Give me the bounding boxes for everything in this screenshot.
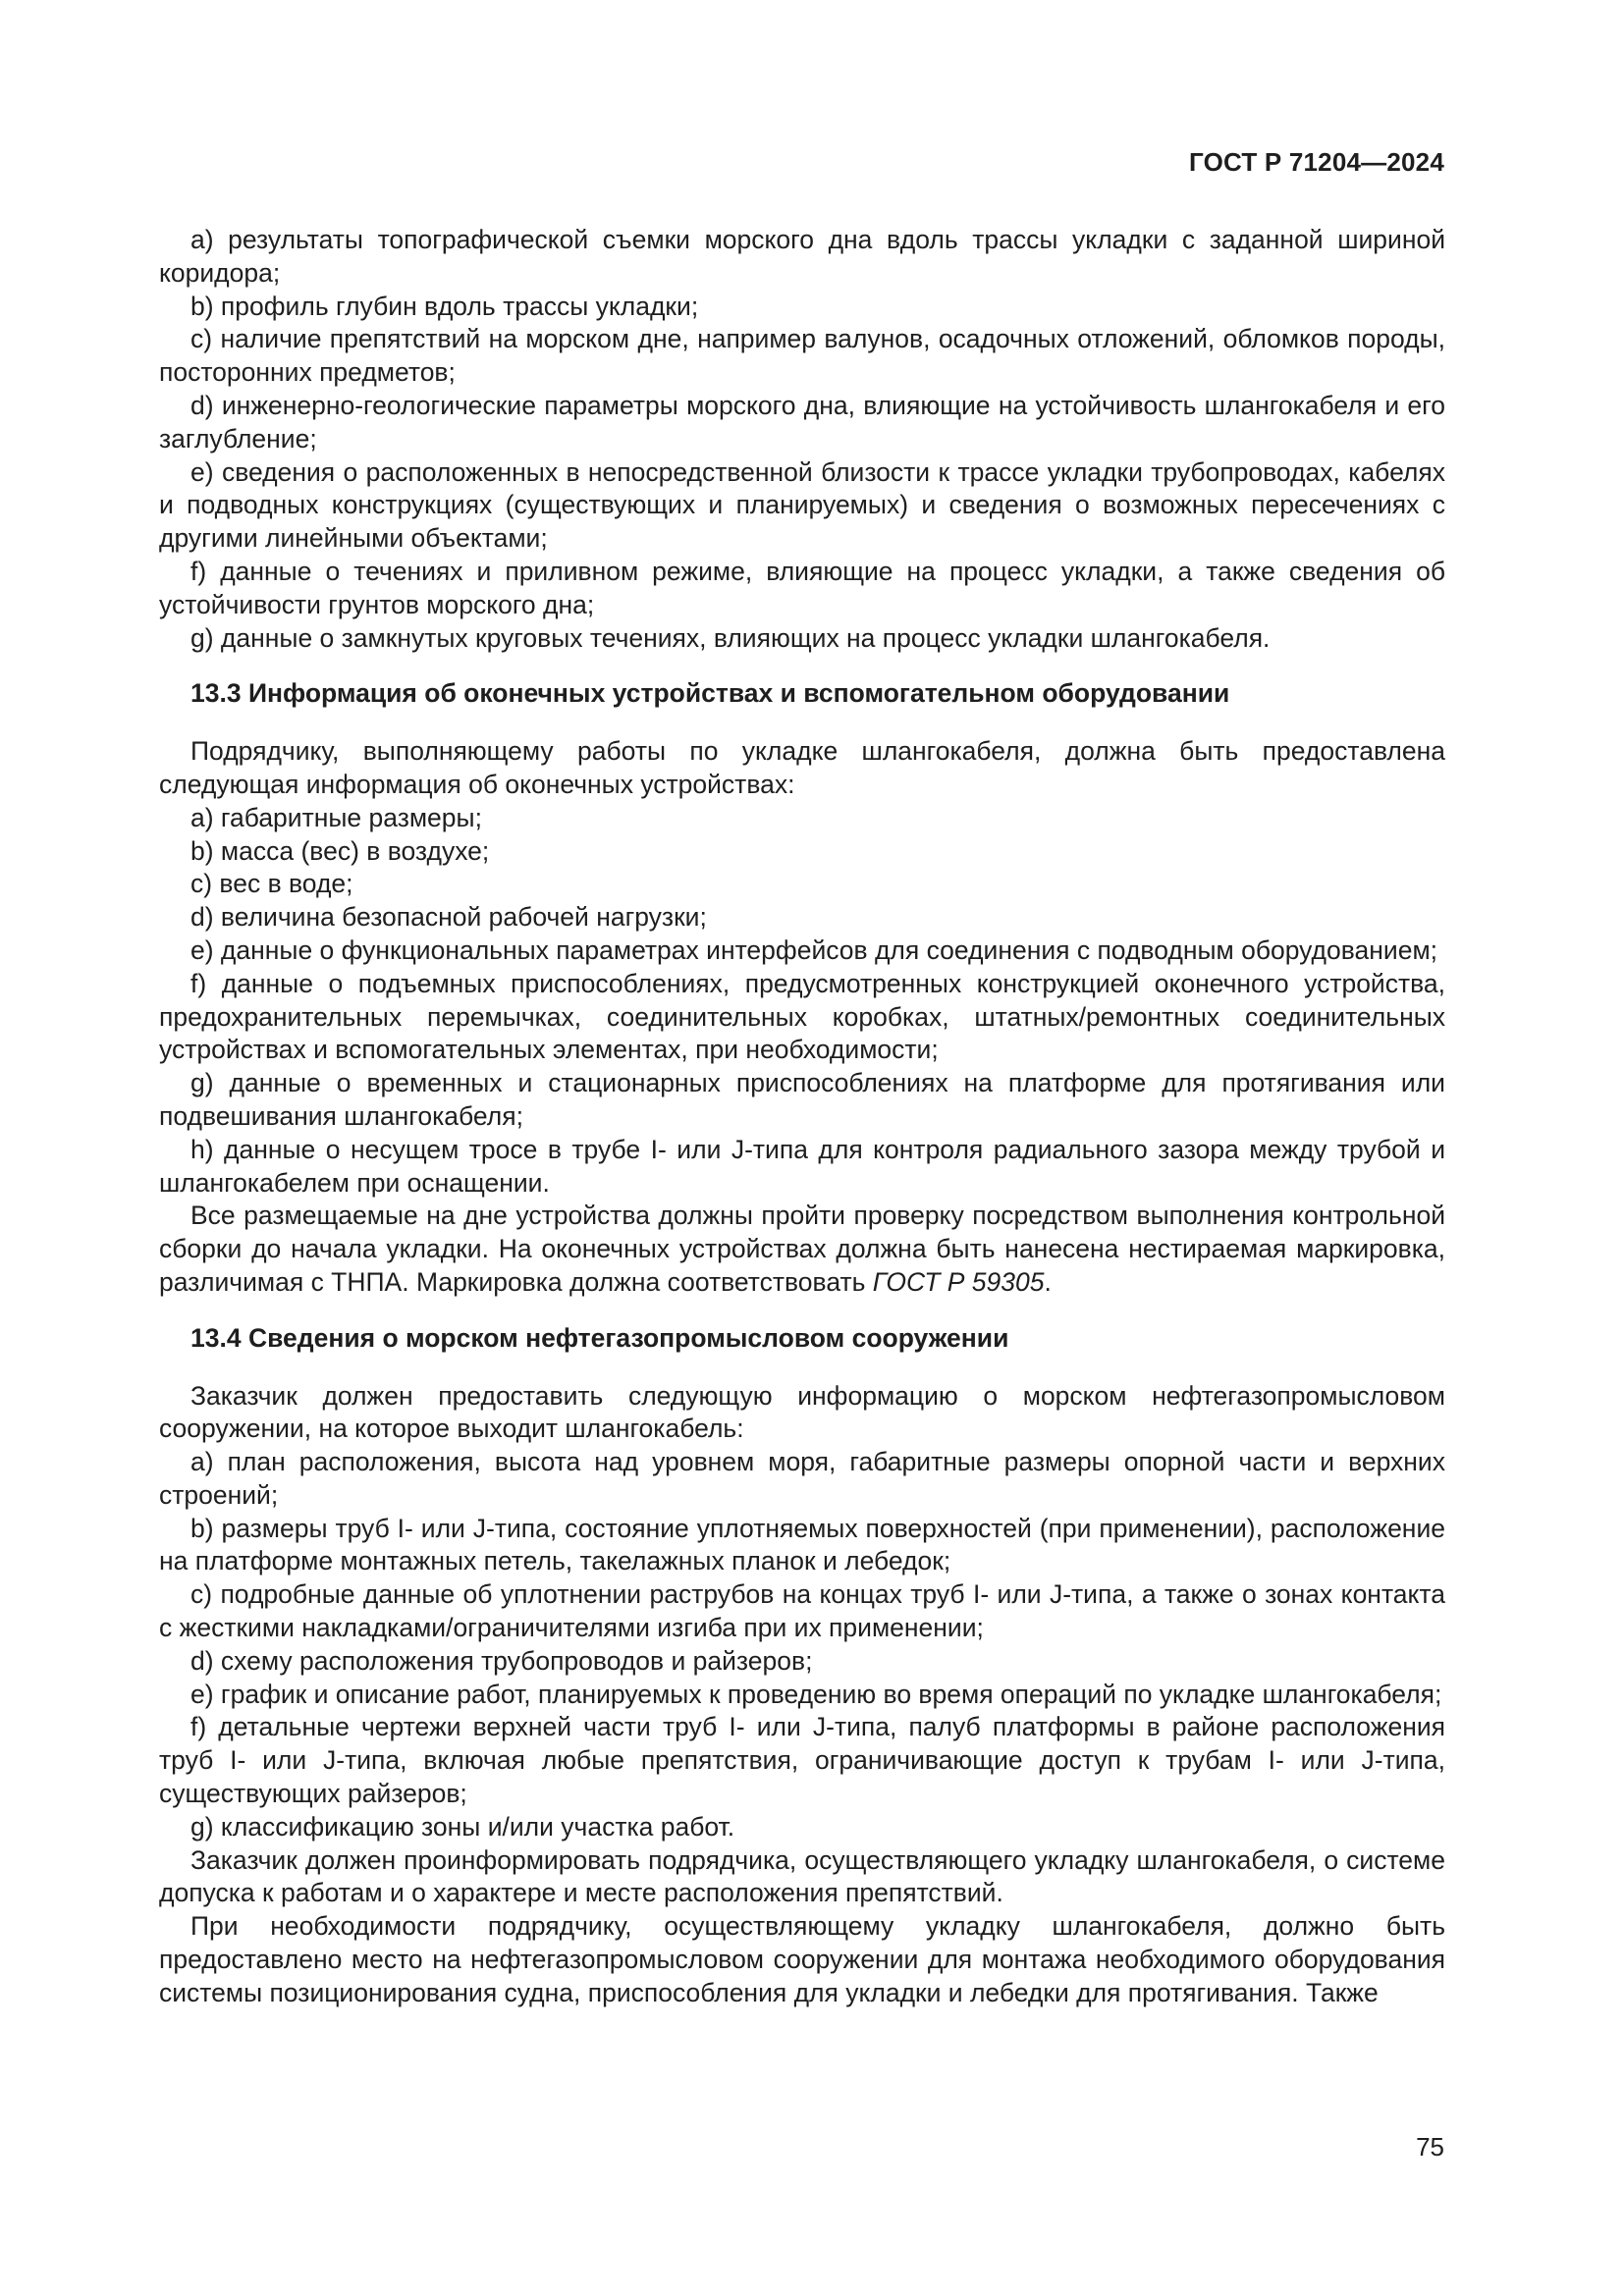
section-intro: Заказчик должен предоставить следующую информацию о морском нефтегазопромысловом сооружении, на которое выходит шлангокабель: [159, 1380, 1445, 1444]
list-item: b) масса (вес) в воздухе; [190, 835, 490, 866]
list-item: f) данные о подъемных приспособлениях, предусмотренных конструкцией оконечного устройства, предохранительных перемычках, соединительных коробках, штатных/ремонтных соединительных устройствах и вспомогательных элементах, при необходимости; [159, 968, 1445, 1065]
list-item: a) габаритные размеры; [190, 802, 482, 832]
list-item: c) вес в воде; [190, 869, 353, 899]
document-body [159, 224, 1445, 2010]
standard-reference: ГОСТ Р 59305 [872, 1266, 1045, 1297]
body-paragraph: Заказчик должен проинформировать подрядчика, осуществляющего укладку шлангокабеля, о системе допуска к работам и о характере и месте расположения препятствий. [159, 1844, 1445, 1908]
list-item: g) классификацию зоны и/или участка работ. [190, 1811, 735, 1842]
page-number: 75 [1416, 2132, 1444, 2162]
list-item: d) величина безопасной рабочей нагрузки; [190, 902, 707, 933]
list-item: e) график и описание работ, планируемых к проведению во время операций по укладке шлангокабеля; [190, 1679, 1442, 1709]
list-item: c) наличие препятствий на морском дне, например валунов, осадочных отложений, обломков породы, посторонних предметов; [159, 324, 1445, 388]
list-item: b) профиль глубин вдоль трассы укладки; [190, 291, 699, 321]
list-item: c) подробные данные об уплотнении раструбов на концах труб I- или J-типа, а также о зонах контакта с жесткими накладками/ограничителями изгиба при их применении; [159, 1579, 1445, 1643]
body-paragraph: При необходимости подрядчику, осуществляющему укладку шлангокабеля, должно быть предоставлено место на нефтегазопромысловом сооружении для монтажа необходимого оборудования системы позиционирования судна, приспособления для укладки и лебедки для протягивания. Также [159, 1911, 1445, 2007]
list-item: g) данные о временных и стационарных приспособлениях на платформе для протягивания или подвешивания шлангокабеля; [159, 1068, 1445, 1131]
closing-punctuation: . [1044, 1266, 1052, 1297]
section-heading-13-3: 13.3 Информация об оконечных устройствах и вспомогательном оборудовании [190, 678, 1230, 709]
list-item: d) схему расположения трубопроводов и райзеров; [190, 1645, 813, 1676]
section-heading-13-4: 13.4 Сведения о морском нефтегазопромысловом сооружении [190, 1322, 1009, 1353]
list-item: h) данные о несущем тросе в трубе I- или J-типа для контроля радиального зазора между трубой и шлангокабелем при оснащении. [159, 1134, 1445, 1198]
list-item: b) размеры труб I- или J-типа, состояние уплотняемых поверхностей (при применении), расположение на платформе монтажных петель, такелажных планок и лебедок; [159, 1513, 1445, 1576]
list-item: e) сведения о расположенных в непосредственной близости к трассе укладки трубопроводах, кабелях и подводных конструкциях (существующих и планируемых) и сведения о возможных пересечениях с другими линейными объектами; [159, 456, 1445, 554]
list-item: e) данные о функциональных параметрах интерфейсов для соединения с подводным оборудованием; [190, 934, 1438, 965]
document-number-header: ГОСТ Р 71204—2024 [1189, 147, 1444, 177]
list-item: а) результаты топографической съемки морского дна вдоль трассы укладки с заданной шириной коридора; [159, 225, 1445, 288]
closing-text: Все размещаемые на дне устройства должны пройти проверку посредством выполнения контрольной сборки до начала укладки. На оконечных устройствах должна быть нанесена нестираемая маркировка, различимая с ТНПА. Маркировка должна соответствовать [159, 1201, 1445, 1297]
closing-paragraph [159, 1200, 1445, 1299]
list-item: f) данные о течениях и приливном режиме, влияющие на процесс укладки, а также сведения об устойчивости грунтов морского дна; [159, 556, 1445, 619]
list-item: d) инженерно-геологические параметры морского дна, влияющие на устойчивость шлангокабеля и его заглубление; [159, 390, 1445, 454]
list-item: a) план расположения, высота над уровнем моря, габаритные размеры опорной части и верхних строений; [159, 1447, 1445, 1510]
list-item: g) данные о замкнутых круговых течениях, влияющих на процесс укладки шлангокабеля. [190, 622, 1271, 653]
section-intro: Подрядчику, выполняющему работы по укладке шлангокабеля, должна быть предоставлена следующая информация об оконечных устройствах: [159, 736, 1445, 799]
list-item: f) детальные чертежи верхней части труб I- или J-типа, палуб платформы в районе расположения труб I- или J-типа, включая любые препятствия, ограничивающие доступ к трубам I- или J-типа, существующих райзеров; [159, 1712, 1445, 1809]
